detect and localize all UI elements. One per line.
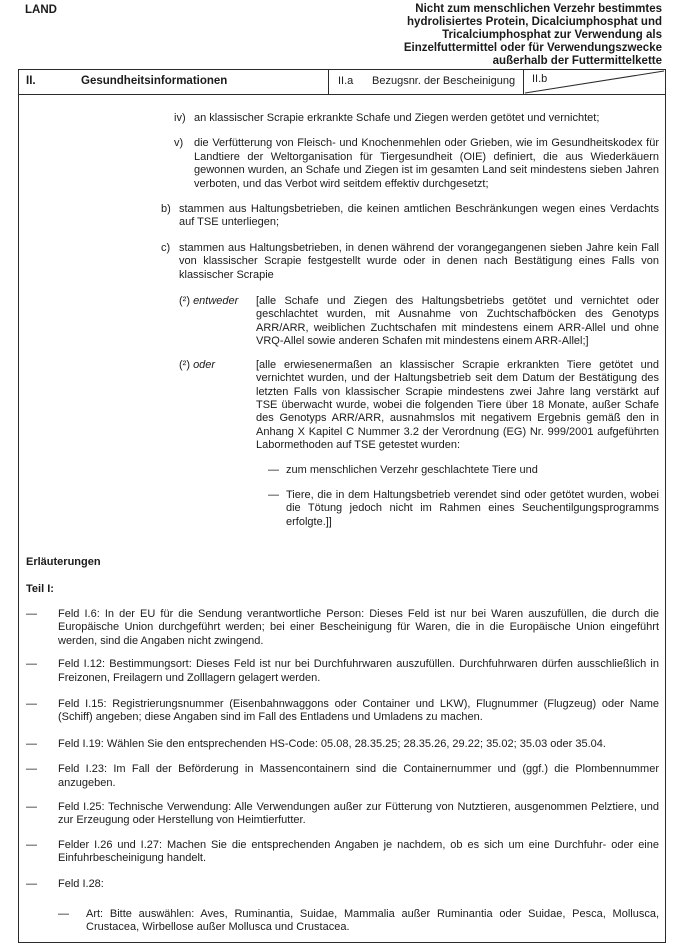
reference-number-cell	[328, 70, 523, 94]
document-title-line: hydrolisiertes Protein, Dicalciumphosphat und	[407, 15, 662, 28]
health-item-b	[161, 203, 659, 230]
footnote-ref: (²)	[179, 295, 190, 308]
notes-heading: Erläuterungen	[26, 556, 101, 569]
certificate-body	[18, 95, 666, 943]
alternative-label: entweder	[193, 295, 239, 308]
note-text: Feld I.15: Registrierungsnummer (Eisenbahnwaggons oder Container und LKW), Flugnummer (Flugzeug) oder Name (Schiff) angeben; diese Angaben sind im Fall des Entladens und Umladens zu machen.	[58, 698, 659, 724]
health-item-text: stammen aus Haltungsbetrieben, die keinen amtlichen Beschränkungen wegen eines Verdachts auf TSE unterliegen;	[179, 203, 659, 229]
section-code: II.	[26, 75, 36, 88]
list-marker: iv)	[174, 112, 186, 124]
reference-label: Bezugsnr. der Bescheinigung	[372, 75, 516, 88]
alternative-text: [alle erwiesenermaßen an klassischer Scrapie erkrankten Tiere getötet und vernichtet wurden, und der Haltungsbetrieb seit dem Datum der Bestätigung des letzten Falls von klassischer Scrapie mindestens zwei Jahre lang verstärkt auf TSE überwacht wurde, wobei die folgenden Tiere über 18 Monate, außer Schafe des Genotyps ARR/ARR, ausnahmslos mit negativem Ergebnis gemäß den in Anhang X Kapitel C Nummer 3.2 der Verordnung (EG) Nr. 999/2001 aufgeführten Labormethoden auf TSE getestet wurden:	[256, 358, 659, 452]
alternative-label: oder	[193, 358, 216, 371]
note-text: Feld I.6: In der EU für die Sendung verantwortliche Person: Dieses Feld ist nur bei Waren auszufüllen, die durch die Europäische Union durchgeführt werden; bei einer Bescheinigung für Waren, die in die Europäische Union eingeführt werden, sind die Angaben nicht zwingend.	[58, 607, 659, 647]
alternative-marker	[179, 295, 256, 349]
note-text: Felder I.26 und I.27: Machen Sie die entsprechenden Angaben je nachdem, ob es sich um eine Durchfuhr- oder eine Einfuhrbescheinigung handelt.	[58, 838, 659, 865]
document-title	[404, 3, 662, 68]
alternative-entweder	[179, 295, 659, 349]
dash-marker: —	[26, 737, 37, 750]
document-title-line: Tricalciumphosphat zur Verwendung als	[442, 28, 662, 41]
note-felder-i26-i27	[26, 839, 659, 866]
sub-item-text: zum menschlichen Verzehr geschlachtete Tiere und	[286, 463, 538, 476]
list-marker: c)	[161, 241, 171, 254]
note-text: Feld I.28:	[58, 877, 104, 890]
local-reference-cell	[523, 70, 665, 94]
note-feld-i15	[26, 698, 659, 725]
document-title-line: Einzelfuttermittel oder für Verwendungszwecke	[403, 41, 662, 54]
alternative-oder	[179, 359, 659, 453]
document-title-line: Nicht zum menschlichen Verzehr bestimmtes	[415, 3, 662, 15]
list-marker: b)	[161, 203, 171, 216]
note-text: Feld I.23: Im Fall der Beförderung in Massencontainern sind die Containernummer und (ggf.) die Plombennummer anzugeben.	[58, 763, 659, 789]
note-feld-i23	[26, 763, 659, 790]
dash-marker: —	[26, 838, 37, 851]
notes-subheading: Teil I:	[26, 582, 54, 595]
health-item-text: stammen aus Haltungsbetrieben, in denen während der vorangegangenen sieben Jahre kein Fall von klassischer Scrapie festgestellt wurde oder in denen nach Bestätigung eines Falls von klassischer Scrapie	[179, 241, 659, 281]
land-label: LAND	[25, 4, 57, 16]
oder-sub-item	[268, 489, 659, 529]
dash-marker: —	[26, 658, 37, 671]
local-reference-code: II.b	[532, 73, 548, 85]
dash-marker: —	[26, 607, 37, 620]
note-text: Feld I.25: Technische Verwendung: Alle Verwendungen außer zur Fütterung von Nutztieren, ausgenommen Pelztiere, und zur Erzeugung oder Herstellung von Heimtierfutter.	[58, 801, 659, 827]
note-feld-i28	[26, 878, 659, 891]
note-feld-i19	[26, 738, 659, 751]
section-title: Gesundheitsinformationen	[81, 75, 228, 88]
footnote-ref: (²)	[179, 358, 190, 371]
sub-item-text: Tiere, die in dem Haltungsbetrieb verendet sind oder getötet wurden, wobei die Tötung jedoch nicht im Rahmen eines Seuchentilgungsprogramms erfolgte.]]	[286, 488, 659, 528]
oder-sub-item	[268, 464, 659, 477]
health-item-iv	[174, 112, 659, 125]
note-text: Art: Bitte auswählen: Aves, Ruminantia, Suidae, Mammalia außer Ruminantia oder Suidae, Pesca, Mollusca, Crustacea, Wirbellose außer Mollusca und Crustacea.	[86, 908, 659, 934]
section-header-cell	[19, 70, 328, 94]
note-text: Feld I.19: Wählen Sie den entsprechenden HS-Code: 05.08, 28.35.25; 28.35.26, 29.22; 35.02; 35.03 oder 35.04.	[58, 737, 606, 750]
health-item-text: an klassischer Scrapie erkrankte Schafe und Ziegen werden getötet und vernichtet;	[194, 112, 600, 124]
alternative-text: [alle Schafe und Ziegen des Haltungsbetriebs getötet und vernichtet oder geschlachtet wurden, mit Ausnahme von Zuchtschafböcken des Genotyps ARR/ARR, weiblichen Zuchtschafen mit mindestens einem ARR-Allel und ohne VRQ-Allel sowie anderen Schafen mit mindestens einem ARR-Allel;]	[256, 295, 659, 348]
dash-marker: —	[58, 908, 69, 921]
dash-marker: —	[26, 698, 37, 710]
note-feld-i12	[26, 658, 659, 685]
dash-marker: —	[26, 877, 37, 890]
note-text: Feld I.12: Bestimmungsort: Dieses Feld ist nur bei Durchfuhrwaren auszufüllen. Durchfuhrwaren dürfen ausschließlich in Freizonen, Freilagern und Zolllagern gelagert werden.	[58, 658, 659, 684]
dash-marker: —	[268, 463, 279, 476]
health-item-v	[174, 137, 659, 191]
dash-marker: —	[26, 801, 37, 814]
note-feld-i28-art	[58, 908, 659, 935]
alternative-marker	[179, 359, 256, 453]
dash-marker: —	[26, 763, 37, 776]
health-item-c	[161, 242, 659, 282]
list-marker: v)	[174, 137, 184, 150]
note-feld-i6	[26, 608, 659, 648]
health-item-text: die Verfütterung von Fleisch- und Knochenmehlen oder Grieben, wie im Gesundheitskodex für Landtiere der Weltorganisation für Tiergesundheit (OIE) definiert, die aus Wiederkäuern gewonnen wurden, an Schafe und Ziegen ist im gesamten Land seit mindestens sieben Jahren verboten, und das Verbot wird seitdem effektiv durchgesetzt;	[194, 137, 659, 190]
note-feld-i25	[26, 801, 659, 828]
reference-code: II.a	[338, 75, 354, 88]
dash-marker: —	[268, 488, 279, 501]
section-header-row	[18, 69, 666, 95]
document-title-line: außerhalb der Futtermittelkette	[492, 54, 662, 67]
